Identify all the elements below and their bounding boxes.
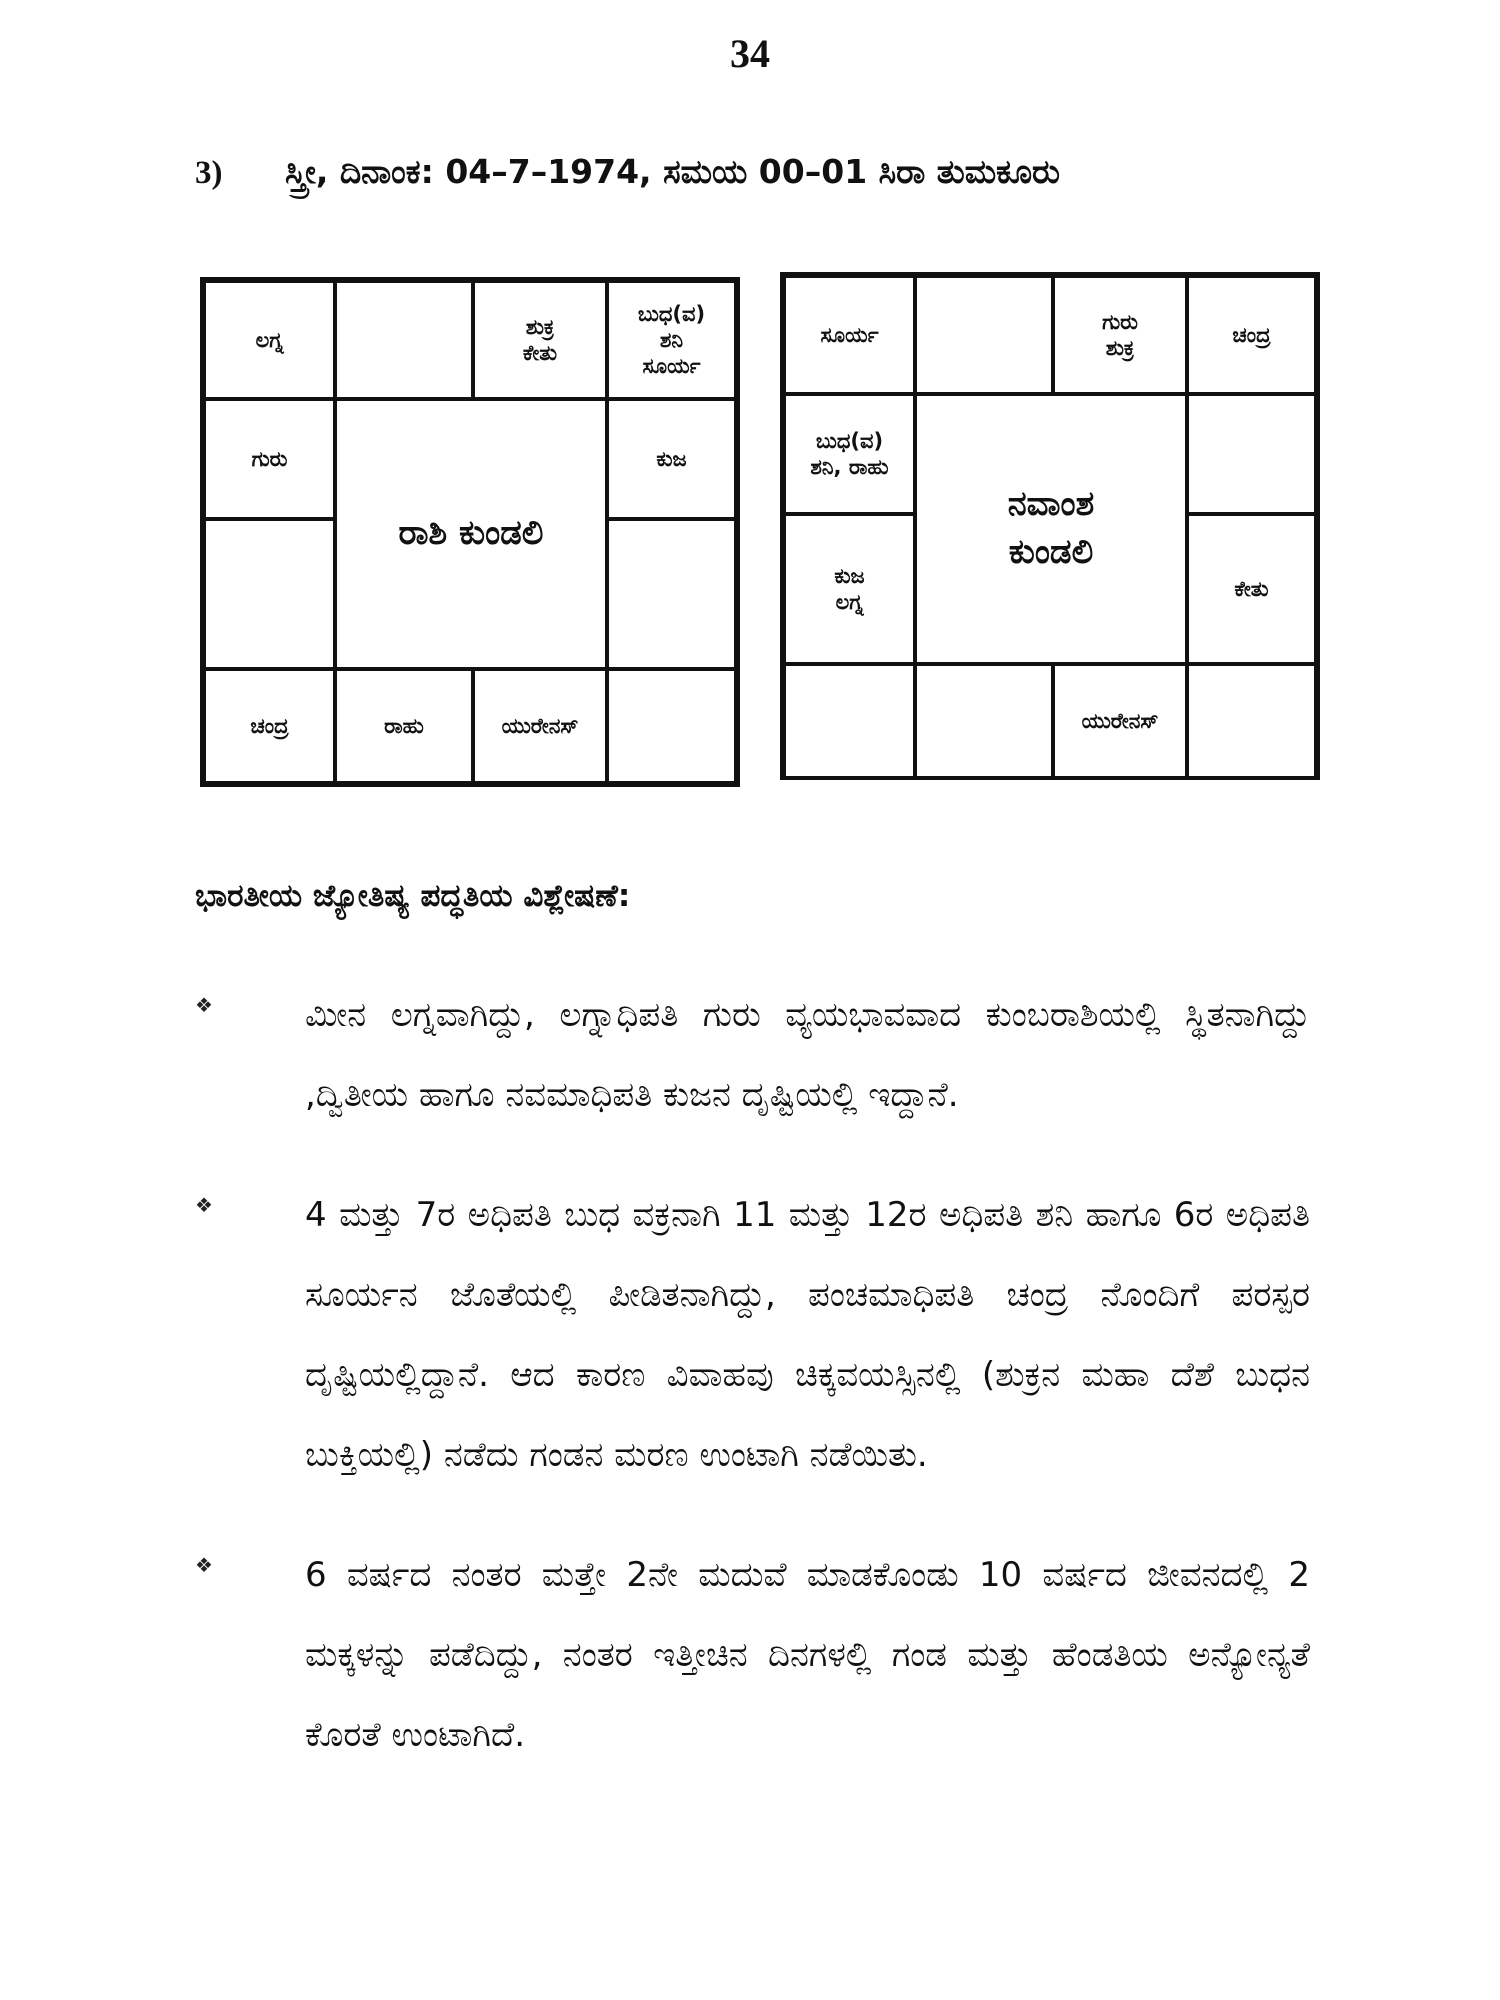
planet-label: ಶುಕ್ರ [1105, 336, 1135, 360]
navamsha-house-r4c3 [1053, 664, 1187, 778]
rashi-house-r1c2 [335, 281, 473, 399]
heading-number: 3) [195, 155, 223, 191]
navamsha-chart-center-label [915, 394, 1187, 664]
rashi-house-r3c1 [204, 519, 335, 669]
list-item [195, 975, 1310, 1135]
rashi-house-r1c1 [204, 281, 335, 399]
rashi-kundali-chart [200, 277, 740, 787]
navamsha-house-r3c4 [1187, 514, 1316, 664]
planet-label: ಚಂದ್ರ [1232, 322, 1271, 347]
bullet-text: 4 ಮತ್ತು 7ರ ಅಧಿಪತಿ ಬುಧ ವಕ್ರನಾಗಿ 11 ಮತ್ತು 12ರ ಅಧಿಪತಿ ಶನಿ ಹಾಗೂ 6ರ ಅಧಿಪತಿ ಸೂರ್ಯನ ಜೊತೆಯಲ್ಲಿ ಪೀಡಿತನಾಗಿದ್ದು, ಪಂಚಮಾಧಿಪತಿ ಚಂದ್ರ ನೊಂದಿಗೆ ಪರಸ್ಪರ ದೃಷ್ಟಿಯಲ್ಲಿದ್ದಾನೆ. ಆದ ಕಾರಣ ವಿವಾಹವು ಚಿಕ್ಕವಯಸ್ಸಿನಲ್ಲಿ (ಶುಕ್ರನ ಮಹಾ ದೆಶೆ ಬುಧನ ಬುಕ್ತಿಯಲ್ಲಿ) ನಡೆದು ಗಂಡನ ಮರಣ ಉಂಟಾಗಿ ನಡೆಯಿತು. [305, 1195, 1310, 1475]
rashi-house-r2c4 [607, 399, 736, 519]
planet-label: ಬುಧ(ವ) [637, 301, 706, 326]
navamsha-house-r2c4 [1187, 394, 1316, 514]
navamsha-house-r1c4 [1187, 276, 1316, 394]
navamsha-house-r4c1 [784, 664, 915, 778]
analysis-bullet-list [195, 975, 1310, 1815]
planet-label: ಬುಧ(ವ) [815, 428, 884, 453]
planet-label: ಕುಜ [656, 446, 687, 471]
chart-heading [195, 152, 1060, 192]
planet-label: ಕೇತು [522, 341, 558, 365]
navamsha-house-r2c1 [784, 394, 915, 514]
navamsha-kundali-chart [780, 272, 1320, 780]
planet-label: ಗುರು [1102, 309, 1138, 334]
rashi-house-r4c4 [607, 669, 736, 783]
bullet-icon: ❖ [195, 1553, 213, 1577]
planet-label: ಸೂರ್ಯ [820, 322, 879, 347]
planet-label: ಗುರು [251, 446, 288, 471]
planet-label: ಶುಕ್ರ [525, 314, 555, 339]
page-number: 34 [730, 31, 770, 76]
planet-label: ಸೂರ್ಯ [642, 354, 701, 379]
planet-label: ಲಗ್ನ [835, 590, 864, 614]
planet-label: ಶನಿ, ರಾಹು [810, 455, 889, 479]
rashi-house-r4c2 [335, 669, 473, 783]
analysis-section-title: ಭಾರತೀಯ ಜ್ಯೋತಿಷ್ಯ ಪದ್ಧತಿಯ ವಿಶ್ಲೇಷಣೆ: [195, 878, 631, 914]
bullet-icon: ❖ [195, 1193, 213, 1217]
navamsha-label-line2: ಕುಂಡಲಿ [1008, 532, 1094, 572]
navamsha-house-r1c1 [784, 276, 915, 394]
rashi-house-r2c1 [204, 399, 335, 519]
list-item [195, 1175, 1310, 1495]
bullet-text: 6 ವರ್ಷದ ನಂತರ ಮತ್ತೇ 2ನೇ ಮದುವೆ ಮಾಡಕೊಂಡು 10 ವರ್ಷದ ಜೀವನದಲ್ಲಿ 2 ಮಕ್ಕಳನ್ನು ಪಡೆದಿದ್ದು, ನಂತರ ಇತ್ತೀಚಿನ ದಿನಗಳಲ್ಲಿ ಗಂಡ ಮತ್ತು ಹೆಂಡತಿಯ ಅನ್ಯೋನ್ಯತೆ ಕೊರತೆ ಉಂಟಾಗಿದೆ. [305, 1555, 1310, 1755]
list-item [195, 1535, 1310, 1775]
rashi-house-r1c3 [473, 281, 607, 399]
planet-label: ಕುಜ [834, 563, 865, 588]
navamsha-house-r3c1 [784, 514, 915, 664]
planet-label: ಕೇತು [1234, 576, 1269, 601]
rashi-house-r3c4 [607, 519, 736, 669]
rashi-house-r4c1 [204, 669, 335, 783]
planet-label: ಚಂದ್ರ [250, 713, 289, 738]
rashi-house-r1c4 [607, 281, 736, 399]
planet-label: ಯುರೇನಸ್ [501, 713, 579, 738]
navamsha-house-r1c3 [1053, 276, 1187, 394]
navamsha-house-r4c2 [915, 664, 1053, 778]
planet-label: ಶನಿ [659, 327, 684, 352]
heading-text: ಸ್ತ್ರೀ, ದಿನಾಂಕ: 04–7–1974, ಸಮಯ 00–01 ಸಿರಾ ತುಮಕೂರು [285, 152, 1060, 191]
navamsha-house-r4c4 [1187, 664, 1316, 778]
rashi-house-r4c3 [473, 669, 607, 783]
bullet-icon: ❖ [195, 993, 213, 1017]
bullet-text: ಮೀನ ಲಗ್ನವಾಗಿದ್ದು, ಲಗ್ನಾಧಿಪತಿ ಗುರು ವ್ಯಯಭಾವವಾದ ಕುಂಬರಾಶಿಯಲ್ಲಿ ಸ್ಥಿತನಾಗಿದ್ದು ,ದ್ವಿತೀಯ ಹಾಗೂ ನವಮಾಧಿಪತಿ ಕುಜನ ದೃಷ್ಟಿಯಲ್ಲಿ ಇದ್ದಾನೆ. [305, 995, 1310, 1115]
planet-label: ಯುರೇನಸ್ [1081, 708, 1159, 733]
planet-label: ಲಗ್ನ [255, 327, 284, 352]
navamsha-house-r1c2 [915, 276, 1053, 394]
rashi-chart-center-label: ರಾಶಿ ಕುಂಡಲಿ [335, 399, 607, 669]
navamsha-label-line1: ನವಾಂಶ [1007, 484, 1095, 525]
planet-label: ರಾಹು [384, 713, 424, 738]
